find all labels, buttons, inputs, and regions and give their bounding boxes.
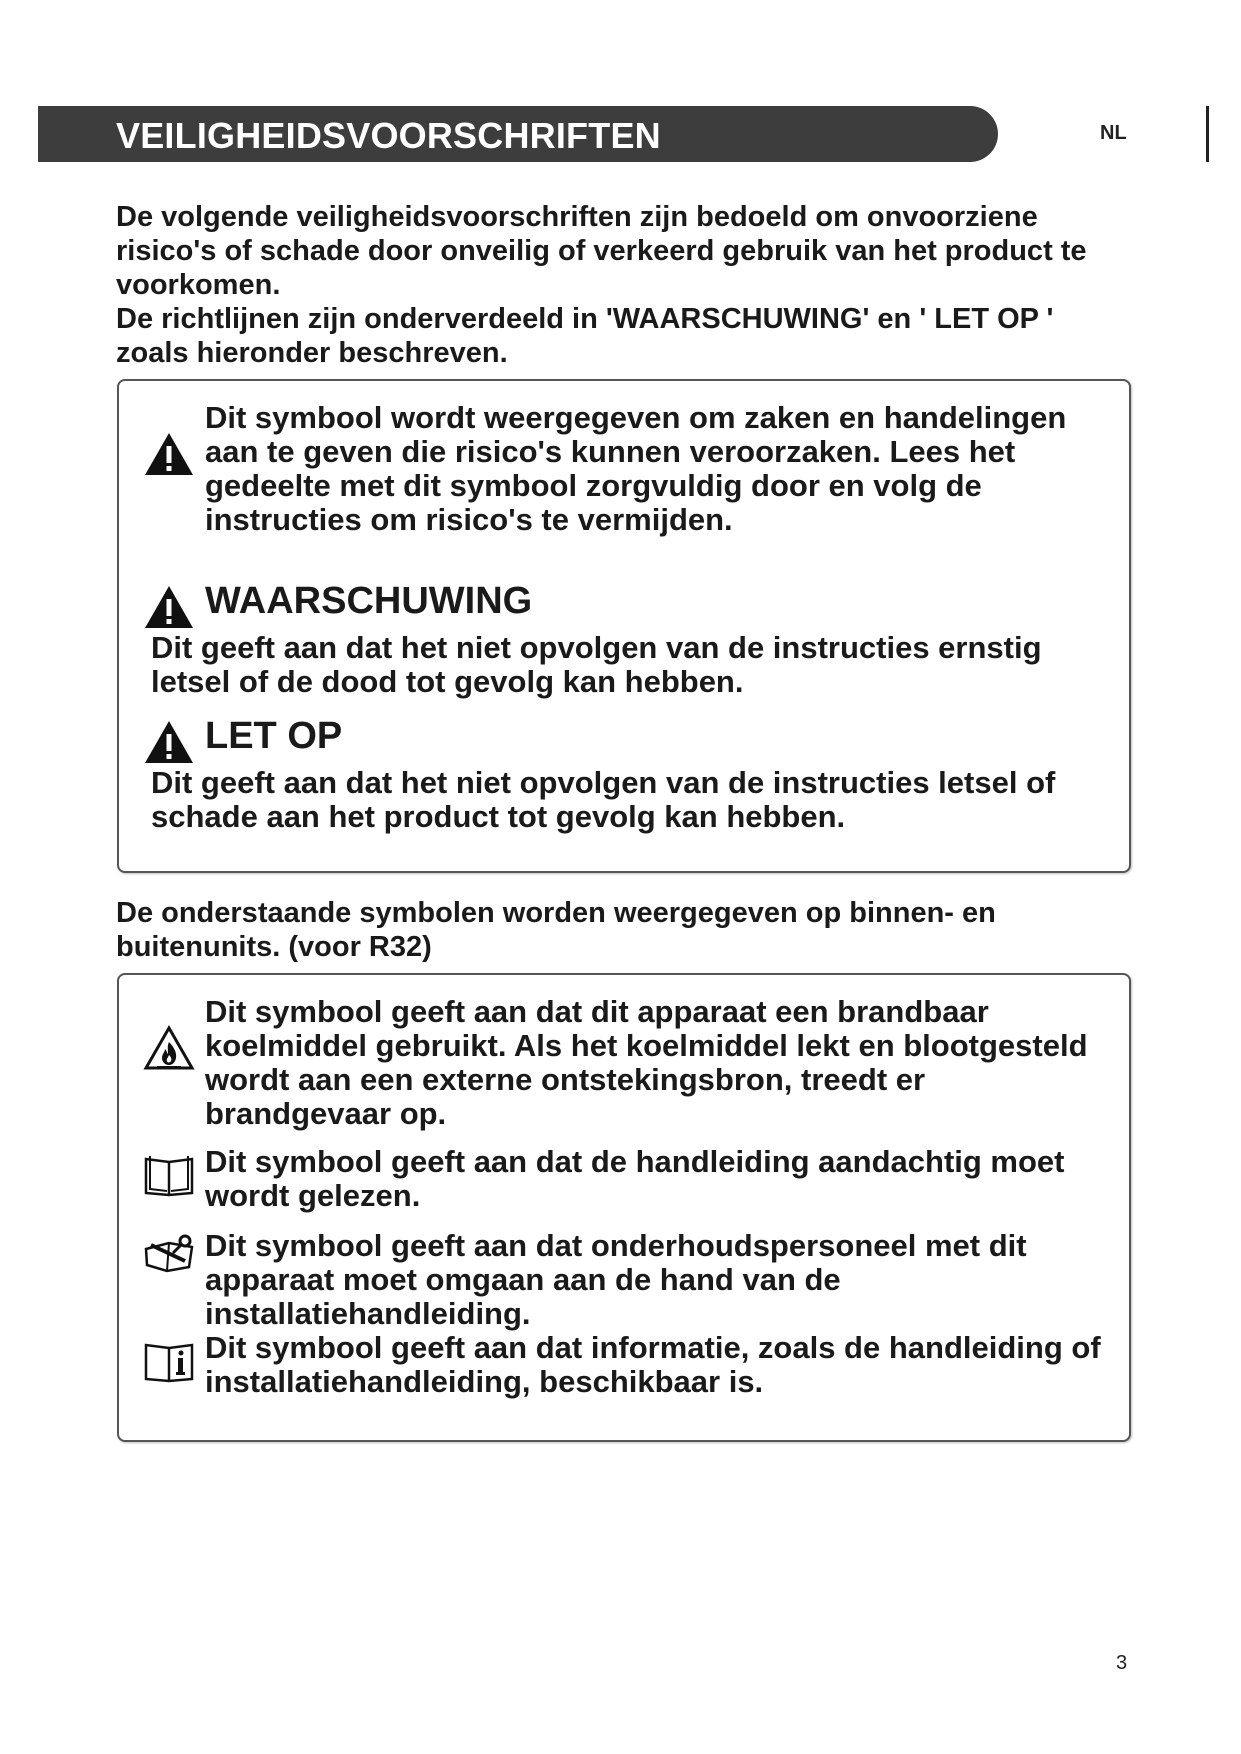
symbol-explanation-text: Dit symbool wordt weergegeven om zaken en handelingen aan te geven die risico's kunnen veroorzaken. Lees het gedeelte met dit symbool zorgvuldig door en volg de instructies om risico's te vermijden. (205, 400, 1067, 537)
page-number: 3 (1116, 1652, 1128, 1674)
caution-heading: LET OP (205, 715, 343, 757)
info-manual-icon (143, 1339, 195, 1385)
manual-book-icon (143, 1153, 195, 1199)
warning-heading: WAARSCHUWING (205, 580, 533, 622)
flammable-icon (143, 1025, 195, 1071)
caution-text: Dit geeft aan dat het niet opvolgen van de instructies letsel of schade aan het product tot gevolg kan hebben. (151, 765, 1056, 834)
warning-text: Dit geeft aan dat het niet opvolgen van de instructies ernstig letsel of de dood tot gevolg kan hebben. (151, 630, 1042, 699)
symbols-box (117, 973, 1131, 1442)
warning-box (117, 379, 1131, 873)
symbol-item-text: Dit symbool geeft aan dat de handleiding aandachtig moet wordt gelezen. (205, 1144, 1065, 1213)
intro-paragraph-2: De richtlijnen zijn onderverdeeld in 'WAARSCHUWING' en ' LET OP ' zoals hieronder beschreven. (116, 303, 1054, 369)
warning-triangle-icon (143, 719, 195, 765)
symbol-item-text: Dit symbool geeft aan dat informatie, zoals de handleiding of installatiehandleiding, beschikbaar is. (205, 1330, 1101, 1399)
warning-triangle-icon (143, 431, 195, 477)
symbols-heading: De onderstaande symbolen worden weergegeven op binnen- en buitenunits. (voor R32) (116, 897, 996, 963)
edge-divider (1206, 106, 1209, 162)
symbol-item-text: Dit symbool geeft aan dat dit apparaat een brandbaar koelmiddel gebruikt. Als het koelmiddel lekt en blootgesteld wordt aan een externe ontstekingsbron, treedt er brandgevaar op. (205, 994, 1088, 1131)
title-bar (38, 106, 998, 162)
symbol-item-text: Dit symbool geeft aan dat onderhoudspersoneel met dit apparaat moet omgaan aan de hand van de installatiehandleiding. (205, 1228, 1027, 1331)
warning-triangle-icon (143, 584, 195, 630)
service-manual-icon (143, 1231, 195, 1277)
intro-text (116, 200, 1126, 370)
page-title: VEILIGHEIDSVOORSCHRIFTEN (116, 115, 661, 156)
intro-paragraph-1: De volgende veiligheidsvoorschriften zijn bedoeld om onvoorziene risico's of schade door onveilig of verkeerd gebruik van het product te voorkomen. (116, 201, 1087, 301)
language-label: NL (1100, 122, 1127, 144)
